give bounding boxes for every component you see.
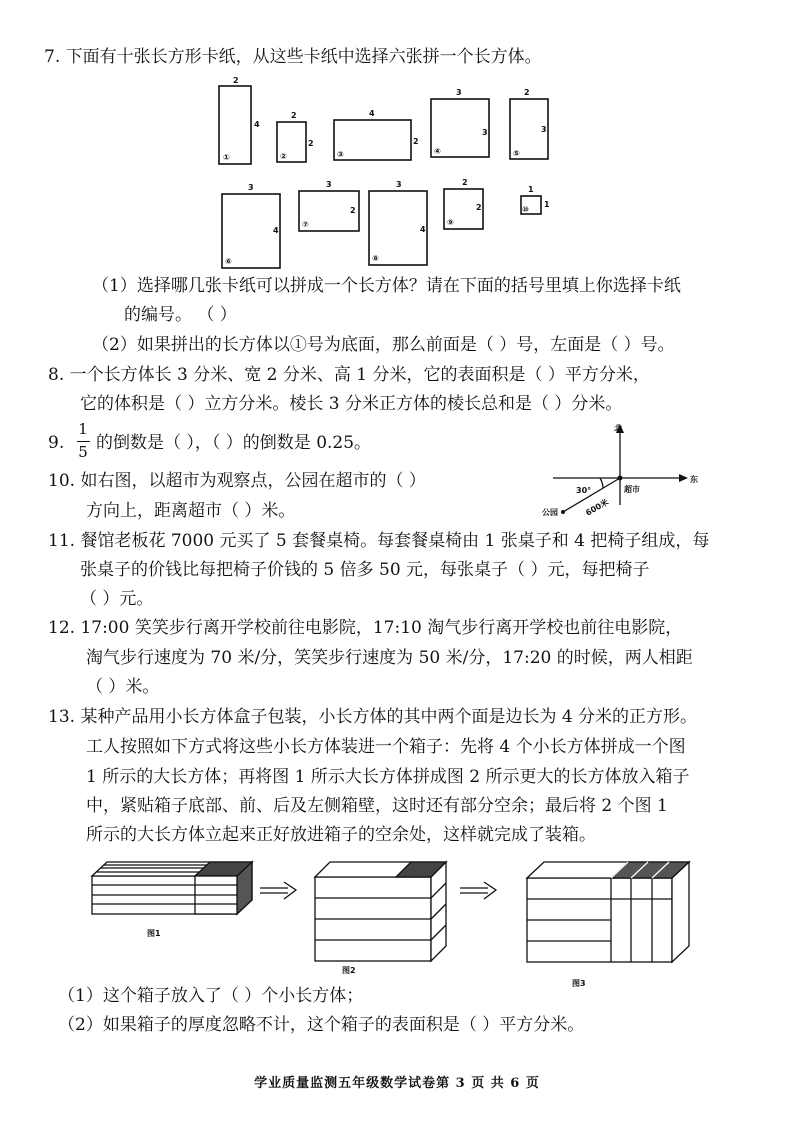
figure-2-caption: 图2 (342, 966, 356, 975)
q11-line-a: 11. 餐馆老板花 7000 元买了 5 套餐桌椅。每套餐桌椅由 1 张桌子和 4 把椅子组成，每 (48, 531, 710, 551)
card-8-no: ⑧ (372, 254, 379, 263)
card-5-width: 2 (524, 88, 530, 97)
card-3-height: 2 (413, 137, 419, 146)
q12-line-c: （ ）米。 (86, 677, 160, 697)
card-6-height: 4 (273, 226, 279, 235)
card-6-width: 3 (248, 183, 254, 192)
q7-sub2: （2）如果拼出的长方体以①号为底面，那么前面是（ ）号，左面是（ ）号。 (92, 335, 675, 355)
arrow-1-icon (260, 882, 296, 899)
card-7-width: 3 (326, 180, 332, 189)
q13-line-c: 1 所示的大长方体；再将图 1 所示大长方体拼成图 2 所示更大的长方体放入箱子 (86, 767, 690, 787)
q13-line-a: 13. 某种产品用小长方体盒子包装，小长方体的其中两个面是边长为 4 分米的正方形。 (48, 707, 698, 727)
card-4-width: 3 (456, 88, 462, 97)
q8-line-a: 8. 一个长方体长 3 分米、宽 2 分米、高 1 分米，它的表面积是（ ）平方分米， (48, 365, 650, 385)
page-footer: 学业质量监测五年级数学试卷第 3 页 共 6 页 (254, 1076, 540, 1091)
figure-1-caption: 图1 (147, 929, 161, 938)
card-9-height: 2 (476, 203, 482, 212)
card-1-no: ① (223, 153, 230, 162)
q13-line-b: 工人按照如下方式将这些小长方体装进一个箱子：先将 4 个小长方体拼成一个图 (86, 737, 686, 757)
card-3-width: 4 (369, 109, 375, 118)
q12-line-b: 淘气步行速度为 70 米/分，笑笑步行速度为 50 米/分，17:20 的时候，两人相距 (86, 648, 693, 668)
card-3-no: ③ (337, 150, 344, 159)
q9-text: 的倒数是（ ），（ ）的倒数是 0.25。 (96, 433, 372, 453)
q8-line-b: 它的体积是（ ）立方分米。棱长 3 分米正方体的棱长总和是（ ）分米。 (80, 394, 623, 414)
arrow-2-icon (460, 882, 496, 899)
card-10-height: 1 (544, 200, 550, 209)
card-7-height: 2 (350, 206, 356, 215)
north-label: 北 (614, 424, 622, 433)
q10-line-a: 10. 如右图，以超市为观察点，公园在超市的（ ） (48, 471, 426, 491)
card-4-no: ④ (434, 147, 441, 156)
q7-sub1-b: 的编号。 （ ） (124, 305, 237, 325)
park-label: 公园 (542, 508, 558, 517)
card-10-width: 1 (528, 185, 534, 194)
q9-frac-bottom: 5 (78, 443, 88, 461)
figure-3-caption: 图3 (572, 979, 586, 988)
card-2-width: 2 (291, 111, 297, 120)
distance-label: 600米 (584, 497, 611, 518)
q9-number: 9. (48, 433, 65, 453)
card-8-width: 3 (396, 180, 402, 189)
card-4-height: 3 (482, 128, 488, 137)
figure-3 (527, 862, 689, 962)
card-7-no: ⑦ (302, 220, 309, 229)
card-2-no: ② (280, 152, 287, 161)
q9-frac-top: 1 (78, 420, 88, 438)
card-2-height: 2 (308, 139, 314, 148)
q11-line-b: 张桌子的价钱比每把椅子价钱的 5 倍多 50 元，每张桌子（ ）元，每把椅子 (80, 560, 650, 580)
card-6-no: ⑥ (225, 257, 232, 266)
q11-line-c: （ ）元。 (80, 589, 154, 609)
q12-line-a: 12. 17:00 笑笑步行离开学校前往电影院，17:10 淘气步行离开学校也前往电影院， (48, 618, 683, 638)
card-1-width: 2 (233, 76, 239, 85)
q7-sub1-a: （1）选择哪几张卡纸可以拼成一个长方体？请在下面的括号里填上你选择卡纸 (92, 276, 681, 296)
angle-label: 30° (576, 486, 592, 495)
card-5-no: ⑤ (513, 149, 520, 158)
q13-sub2: （2）如果箱子的厚度忽略不计，这个箱子的表面积是（ ）平方分米。 (58, 1015, 585, 1035)
card-10-no: ⑩ (522, 205, 529, 214)
q13-sub1: （1）这个箱子放入了（ ）个小长方体； (58, 986, 364, 1006)
q13-line-e: 所示的大长方体立起来正好放进箱子的空余处，这样就完成了装箱。 (86, 825, 596, 845)
figure-1 (92, 862, 252, 914)
q7-stem: 7. 下面有十张长方形卡纸，从这些卡纸中选择六张拼一个长方体。 (44, 47, 542, 67)
q13-line-d: 中，紧贴箱子底部、前、后及左侧箱壁，这时还有部分空余；最后将 2 个图 1 (86, 796, 668, 816)
card-9-width: 2 (462, 178, 468, 187)
card-9-no: ⑨ (447, 218, 454, 227)
card-8-height: 4 (420, 225, 426, 234)
card-5-height: 3 (541, 125, 547, 134)
q10-line-b: 方向上，距离超市（ ）米。 (86, 501, 296, 521)
market-label: 超市 (624, 485, 640, 494)
east-label: 东 (690, 475, 698, 484)
card-1-height: 4 (254, 120, 260, 129)
figure-2 (315, 862, 446, 961)
